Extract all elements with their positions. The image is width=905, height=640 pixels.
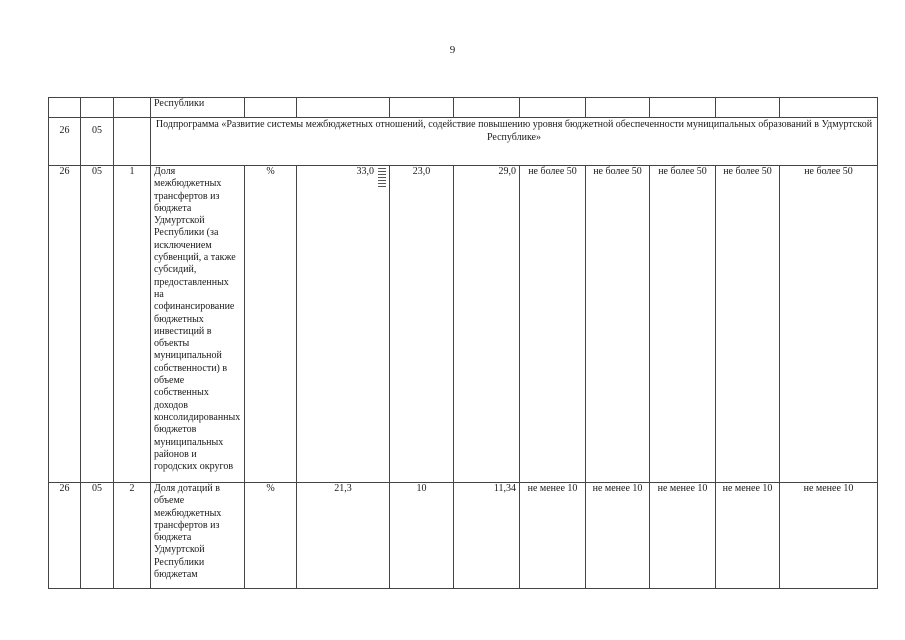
cell-value <box>716 98 780 118</box>
stamp-mark-icon <box>378 166 386 189</box>
cell-value: 21,3 <box>297 483 390 589</box>
cell-value: не более 50 <box>780 166 878 483</box>
table-row-indicator <box>49 483 878 589</box>
cell-value <box>297 98 390 118</box>
cell-value: не более 50 <box>716 166 780 483</box>
cell-num: 1 <box>114 166 151 483</box>
indicators-table <box>48 97 878 589</box>
cell-value: 10 <box>390 483 454 589</box>
cell-value: 29,0 <box>454 166 520 483</box>
cell-unit: % <box>245 166 297 483</box>
cell-value <box>297 166 390 483</box>
cell-gp: 26 <box>49 483 81 589</box>
cell-value: не более 50 <box>520 166 586 483</box>
cell-gp: 26 <box>49 166 81 483</box>
cell-value: не менее 10 <box>586 483 650 589</box>
cell-unit <box>245 98 297 118</box>
cell-value: не менее 10 <box>520 483 586 589</box>
value-text: 33,0 <box>356 166 374 177</box>
cell-value: не менее 10 <box>780 483 878 589</box>
cell-value: не более 50 <box>650 166 716 483</box>
cell-indicator-name: Доля межбюджетных трансфертов из бюджета Удмуртской Республики (за исключением субвенций, а также субсидий, предоставленных на софинансирование бюджетных инвестиций в объекты муниципальной собственности) в объеме собственных доходов консолидированных бюджетов муниципальных районов и городских округов <box>151 166 245 483</box>
cell-value: не менее 10 <box>716 483 780 589</box>
cell-value <box>520 98 586 118</box>
cell-num: 2 <box>114 483 151 589</box>
cell-num <box>114 98 151 118</box>
cell-num <box>114 118 151 166</box>
cell-value <box>390 98 454 118</box>
cell-value: 11,34 <box>454 483 520 589</box>
cell-value <box>454 98 520 118</box>
page-number: 9 <box>449 44 456 56</box>
cell-pp: 05 <box>81 118 114 166</box>
table-row-continuation <box>49 98 878 118</box>
cell-gp: 26 <box>49 118 81 166</box>
cell-pp <box>81 98 114 118</box>
cell-value: не менее 10 <box>650 483 716 589</box>
cell-unit: % <box>245 483 297 589</box>
cell-value: 23,0 <box>390 166 454 483</box>
cell-indicator-name: Республики <box>151 98 245 118</box>
cell-value <box>780 98 878 118</box>
cell-gp <box>49 98 81 118</box>
cell-value <box>586 98 650 118</box>
cell-pp: 05 <box>81 483 114 589</box>
cell-value: не более 50 <box>586 166 650 483</box>
cell-value <box>650 98 716 118</box>
cell-indicator-name: Доля дотаций в объеме межбюджетных трансфертов из бюджета Удмуртской Республики бюджетам <box>151 483 245 589</box>
subprogram-title: Подпрограмма «Развитие системы межбюджетных отношений, содействие повышению уровня бюджетной обеспеченности муниципальных образований в Удмуртской Республике» <box>151 118 878 166</box>
cell-pp: 05 <box>81 166 114 483</box>
table-row-subprogram <box>49 118 878 166</box>
table-row-indicator <box>49 166 878 483</box>
